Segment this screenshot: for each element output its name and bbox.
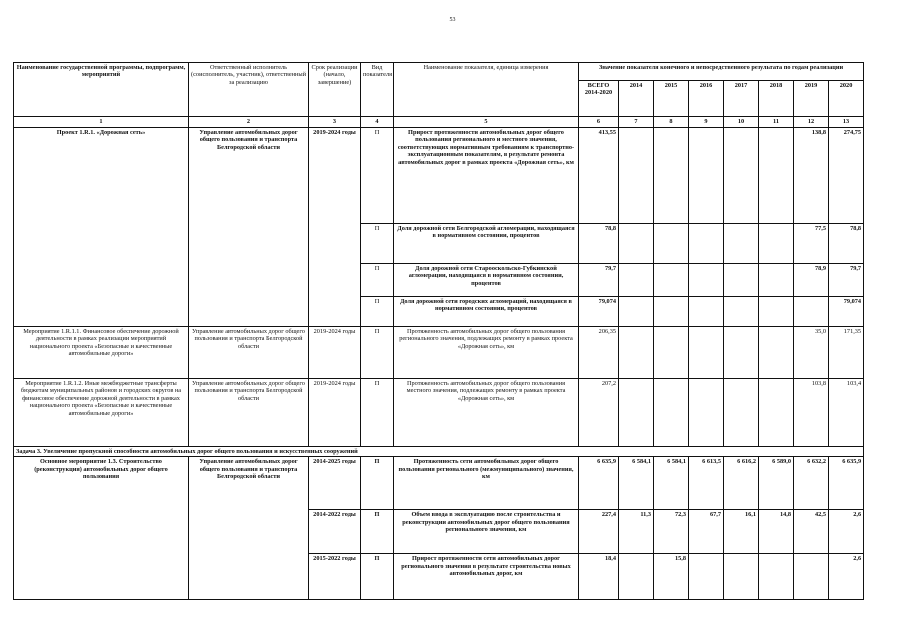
indicator-value xyxy=(794,297,829,327)
indicator-value xyxy=(689,554,724,600)
indicator-title: Протяженность автомобильных дорог общего пользования регионального значения, подлежащих ремонту в рамках проекта «Дорожная сеть», км xyxy=(394,327,579,379)
indicator-value xyxy=(689,224,724,264)
indicator-value: 138,8 xyxy=(794,128,829,224)
indicator-value xyxy=(619,264,654,297)
indicator-value: 103,8 xyxy=(794,379,829,447)
period: 2019-2024 годы xyxy=(309,327,361,379)
indicator-value: 11,3 xyxy=(619,510,654,554)
indicator-title: Прирост протяженности автомобильных дорог общего пользования регионального и местного значения, соответствующих нормативным требованиям к транспортно-эксплуатационным показателям, в результате ремонта автомобильных дорог в рамках проекта «Дорожная сеть», км xyxy=(394,128,579,224)
indicator-kind: П xyxy=(361,264,394,297)
indicator-title: Доля дорожной сети Старооскольско-Губкинской агломерации, находящаяся в нормативном состоянии, процентов xyxy=(394,264,579,297)
indicator-value: 6 589,0 xyxy=(759,457,794,510)
indicator-value xyxy=(619,379,654,447)
header-year: 2014 xyxy=(619,81,654,117)
indicator-value xyxy=(654,224,689,264)
indicator-value xyxy=(689,327,724,379)
table-row xyxy=(14,327,864,379)
indicator-title: Доля дорожной сети Белгородской агломерации, находящаяся в нормативном состоянии, процентов xyxy=(394,224,579,264)
indicator-kind: П xyxy=(361,128,394,224)
program-name: Основное мероприятие 1.3. Строительство (реконструкция) автомобильных дорог общего пользования xyxy=(14,457,189,600)
indicator-value xyxy=(759,297,794,327)
indicator-value xyxy=(724,128,759,224)
indicator-value xyxy=(724,264,759,297)
indicator-value: 79,7 xyxy=(829,264,864,297)
indicator-value xyxy=(654,327,689,379)
indicator-value: 227,4 xyxy=(579,510,619,554)
indicator-value xyxy=(759,224,794,264)
indicator-value xyxy=(619,224,654,264)
indicator-value xyxy=(689,379,724,447)
indicator-value: 206,35 xyxy=(579,327,619,379)
indicator-value: 6 635,9 xyxy=(579,457,619,510)
header-total: ВСЕГО 2014-2020 xyxy=(579,81,619,117)
header-year: 2017 xyxy=(724,81,759,117)
indicator-value: 207,2 xyxy=(579,379,619,447)
executor: Управление автомобильных дорог общего пользования и транспорта Белгородской области xyxy=(189,128,309,327)
column-number: 7 xyxy=(619,117,654,128)
period: 2019-2024 годы xyxy=(309,379,361,447)
indicator-value: 2,6 xyxy=(829,554,864,600)
indicator-title: Протяженность сети автомобильных дорог общего пользования регионального (межмуниципального) значения, км xyxy=(394,457,579,510)
page-number: 53 xyxy=(449,17,456,23)
indicator-value: 78,9 xyxy=(794,264,829,297)
period: 2019-2024 годы xyxy=(309,128,361,327)
indicator-value: 72,3 xyxy=(654,510,689,554)
program-name: Мероприятие 1.R.1.1. Финансовое обеспечение дорожной деятельности в рамках реализации мероприятий национального проекта «Безопасные и качественные автомобильные дороги» xyxy=(14,327,189,379)
column-number: 6 xyxy=(579,117,619,128)
executor: Управление автомобильных дорог общего пользования и транспорта Белгородской области xyxy=(189,327,309,379)
indicator-value: 77,5 xyxy=(794,224,829,264)
indicator-value xyxy=(689,297,724,327)
indicator-value: 2,6 xyxy=(829,510,864,554)
column-number: 3 xyxy=(309,117,361,128)
indicator-value: 67,7 xyxy=(689,510,724,554)
header-col-indicator: Наименование показателя, единица измерения xyxy=(394,63,579,117)
indicator-value xyxy=(619,128,654,224)
header-col-kind: Вид показателя xyxy=(361,63,394,117)
column-number: 10 xyxy=(724,117,759,128)
indicator-value xyxy=(759,554,794,600)
column-number: 9 xyxy=(689,117,724,128)
indicator-value: 14,8 xyxy=(759,510,794,554)
program-name: Мероприятие 1.R.1.2. Иные межбюджетные трансферты бюджетам муниципальных районов и городских округов на финансовое обеспечение дорожной деятельности в рамках национального проекта «Безопасные и качественные автомобильные дороги» xyxy=(14,379,189,447)
indicator-value xyxy=(654,379,689,447)
indicator-value xyxy=(619,327,654,379)
indicator-value xyxy=(654,128,689,224)
indicator-title: Объем ввода в эксплуатацию после строительства и реконструкции автомобильных дорог общего пользования регионального значения, км xyxy=(394,510,579,554)
indicator-value xyxy=(724,379,759,447)
column-number: 5 xyxy=(394,117,579,128)
indicator-value xyxy=(654,264,689,297)
indicator-kind: П xyxy=(361,457,394,510)
indicator-kind: П xyxy=(361,224,394,264)
task-title: Задача 3. Увеличение пропускной способности автомобильных дорог общего пользования и искусственных сооружений xyxy=(14,447,864,457)
indicator-value: 6 616,2 xyxy=(724,457,759,510)
indicator-value: 78,8 xyxy=(829,224,864,264)
indicator-kind: П xyxy=(361,510,394,554)
indicator-value xyxy=(724,327,759,379)
table-row xyxy=(14,457,864,510)
indicator-value xyxy=(759,264,794,297)
indicator-value: 6 613,5 xyxy=(689,457,724,510)
column-number: 13 xyxy=(829,117,864,128)
indicator-value: 171,35 xyxy=(829,327,864,379)
period: 2015-2022 годы xyxy=(309,554,361,600)
header-year: 2016 xyxy=(689,81,724,117)
indicator-value: 6 632,2 xyxy=(794,457,829,510)
column-number: 11 xyxy=(759,117,794,128)
header-values-group: Значение показателя конечного и непосредственного результата по годам реализации xyxy=(579,63,864,81)
column-number: 2 xyxy=(189,117,309,128)
executor: Управление автомобильных дорог общего пользования и транспорта Белгородской области xyxy=(189,379,309,447)
column-number: 1 xyxy=(14,117,189,128)
indicator-value: 6 584,1 xyxy=(619,457,654,510)
indicator-value: 413,55 xyxy=(579,128,619,224)
header-col-executor: Ответственный исполнитель (соисполнитель, участник), ответственный за реализацию xyxy=(189,63,309,117)
header-year: 2020 xyxy=(829,81,864,117)
indicator-value xyxy=(724,554,759,600)
indicator-value: 42,5 xyxy=(794,510,829,554)
indicator-kind: П xyxy=(361,327,394,379)
column-number: 8 xyxy=(654,117,689,128)
indicator-value: 6 635,9 xyxy=(829,457,864,510)
indicator-value: 6 584,1 xyxy=(654,457,689,510)
indicator-value: 78,8 xyxy=(579,224,619,264)
task-row xyxy=(14,447,864,457)
indicator-value: 79,7 xyxy=(579,264,619,297)
indicator-value xyxy=(794,554,829,600)
column-number: 12 xyxy=(794,117,829,128)
indicator-value: 274,75 xyxy=(829,128,864,224)
indicator-value: 16,1 xyxy=(724,510,759,554)
indicator-value xyxy=(689,128,724,224)
column-number: 4 xyxy=(361,117,394,128)
indicator-value: 35,0 xyxy=(794,327,829,379)
header-col-period: Срок реализации (начало, завершение) xyxy=(309,63,361,117)
indicator-value: 18,4 xyxy=(579,554,619,600)
indicator-value: 79,074 xyxy=(579,297,619,327)
header-year: 2018 xyxy=(759,81,794,117)
indicator-value xyxy=(619,554,654,600)
indicator-value xyxy=(619,297,654,327)
indicator-kind: П xyxy=(361,554,394,600)
indicator-value xyxy=(689,264,724,297)
indicator-kind: П xyxy=(361,297,394,327)
program-name: Проект 1.R.1. «Дорожная сеть» xyxy=(14,128,189,327)
period: 2014-2025 годы xyxy=(309,457,361,510)
indicator-value: 79,074 xyxy=(829,297,864,327)
indicator-value xyxy=(759,128,794,224)
indicator-title: Доля дорожной сети городских агломераций, находящаяся в нормативном состоянии, процентов xyxy=(394,297,579,327)
indicator-value xyxy=(724,297,759,327)
indicator-value: 103,4 xyxy=(829,379,864,447)
indicator-kind: П xyxy=(361,379,394,447)
indicators-table xyxy=(13,62,864,600)
indicator-value xyxy=(759,379,794,447)
header-year: 2019 xyxy=(794,81,829,117)
table-row xyxy=(14,128,864,224)
indicator-value xyxy=(724,224,759,264)
indicator-value xyxy=(759,327,794,379)
header-col-name: Наименование государственной программы, подпрограмм, мероприятий xyxy=(14,63,189,117)
indicator-value: 15,8 xyxy=(654,554,689,600)
header-year: 2015 xyxy=(654,81,689,117)
indicator-title: Прирост протяженности сети автомобильных дорог регионального значения в результате строительства новых автомобильных дорог, км xyxy=(394,554,579,600)
indicator-title: Протяженность автомобильных дорог общего пользования местного значения, подлежащих ремонту в рамках проекта «Дорожная сеть», км xyxy=(394,379,579,447)
indicator-value xyxy=(654,297,689,327)
period: 2014-2022 годы xyxy=(309,510,361,554)
table-row xyxy=(14,379,864,447)
executor: Управление автомобильных дорог общего пользования и транспорта Белгородской области xyxy=(189,457,309,600)
